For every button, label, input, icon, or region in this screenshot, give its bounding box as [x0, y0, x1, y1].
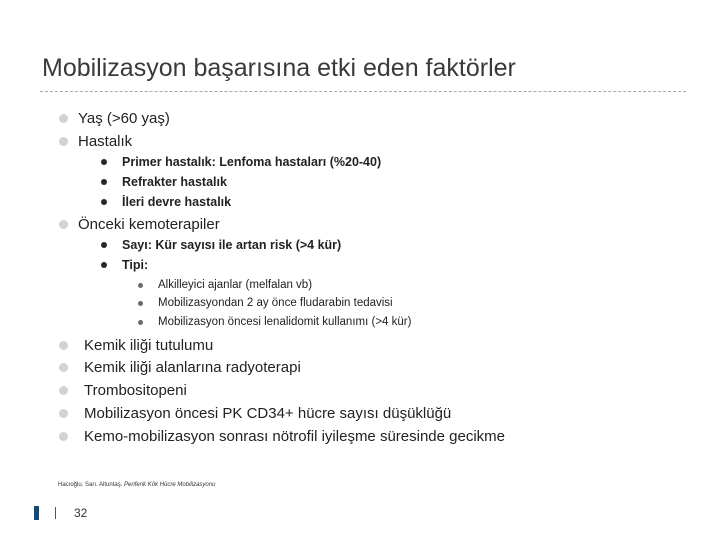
sub-sub-bullet-alkylating [138, 279, 312, 291]
bullet-icon [59, 409, 68, 418]
sub-bullet-advanced-stage [101, 195, 231, 209]
bullet-icon [101, 262, 107, 268]
slide-title: Mobilizasyon başarısına etki eden faktörler [42, 54, 516, 82]
bullet-text: Önceki kemoterapiler [78, 216, 220, 233]
bullet-icon [59, 363, 68, 372]
bullet-item-marrow-involvement [59, 337, 213, 354]
page-number: 32 [74, 506, 88, 520]
bullet-text: Mobilizasyon öncesi PK CD34+ hücre sayısı düşüklüğü [84, 405, 452, 422]
footer-divider [55, 507, 56, 519]
bullet-text: Kemik iliği alanlarına radyoterapi [84, 359, 301, 376]
bullet-icon [59, 114, 68, 123]
sub-bullet-type [101, 258, 148, 272]
bullet-text: Yaş (>60 yaş) [78, 110, 170, 127]
sub-bullet-text: Tipi: [122, 258, 149, 272]
sub-sub-bullet-text: Alkilleyici ajanlar (melfalan vb) [158, 279, 313, 291]
sub-bullet-text: Refrakter hastalık [122, 175, 227, 189]
bullet-icon [138, 283, 143, 288]
bullet-icon [138, 301, 143, 306]
bullet-item-prior-chemo [59, 216, 220, 233]
bullet-icon [138, 320, 143, 325]
bullet-icon [59, 432, 68, 441]
bullet-item-cd34-count [59, 405, 451, 422]
bullet-item-age [59, 110, 170, 127]
sub-sub-bullet-lenalidomide [138, 316, 411, 328]
bullet-text: Trombositopeni [84, 382, 187, 399]
title-divider [40, 91, 686, 92]
bullet-item-radiotherapy [59, 359, 301, 376]
sub-sub-bullet-fludarabine [138, 297, 393, 309]
citation-work: Periferik Kök Hücre Mobilizasyonu [124, 482, 216, 488]
sub-bullet-refractory [101, 175, 227, 189]
bullet-icon [59, 220, 68, 229]
bullet-text: Kemik iliği tutulumu [84, 337, 214, 354]
sub-bullet-text: İleri devre hastalık [122, 195, 232, 209]
bullet-item-disease [59, 133, 132, 150]
bullet-icon [59, 137, 68, 146]
bullet-icon [59, 386, 68, 395]
bullet-icon [101, 179, 107, 185]
sub-bullet-text: Primer hastalık: Lenfoma hastaları (%20-40) [122, 155, 382, 169]
sub-sub-bullet-text: Mobilizasyon öncesi lenalidomit kullanımı (>4 kür) [158, 316, 412, 328]
citation [58, 482, 215, 488]
sub-sub-bullet-text: Mobilizasyondan 2 ay önce fludarabin tedavisi [158, 297, 393, 309]
sub-bullet-primary-disease [101, 155, 381, 169]
footer-accent-bar [34, 506, 39, 520]
bullet-icon [101, 159, 107, 165]
bullet-text: Kemo-mobilizasyon sonrası nötrofil iyileşme süresinde gecikme [84, 428, 506, 445]
bullet-icon [101, 199, 107, 205]
bullet-text: Hastalık [78, 133, 133, 150]
bullet-item-thrombocytopenia [59, 382, 187, 399]
sub-bullet-cycle-count [101, 238, 341, 252]
bullet-item-neutrophil-recovery [59, 428, 505, 445]
bullet-icon [59, 341, 68, 350]
citation-authors: Hacıoğlu. Sarı. Altuntaş. [58, 482, 123, 488]
sub-bullet-text: Sayı: Kür sayısı ile artan risk (>4 kür) [122, 238, 342, 252]
bullet-icon [101, 242, 107, 248]
